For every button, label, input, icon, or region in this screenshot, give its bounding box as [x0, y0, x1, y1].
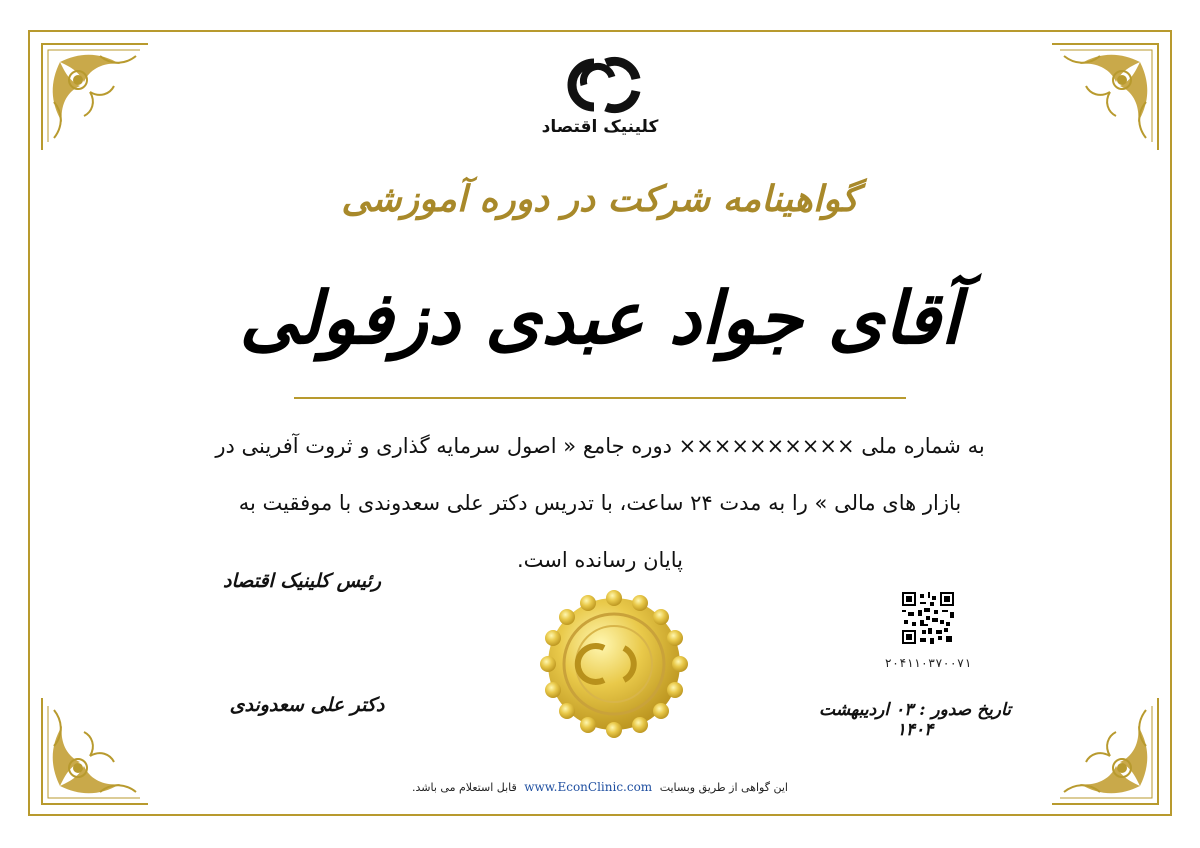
qr-code-icon[interactable]: [902, 592, 954, 644]
signatory-role: رئیس کلینیک اقتصاد: [222, 570, 381, 592]
footer-note: [0, 780, 1200, 794]
gold-seal-icon: [538, 588, 690, 740]
brand-name: کلینیک اقتصاد: [541, 117, 659, 137]
certificate-body: [180, 418, 1020, 589]
certificate-code: ۲۰۴۱۱۰۳۷۰۰۷۱: [884, 656, 972, 670]
signatory-name: دکتر علی سعدوندی: [229, 694, 385, 716]
issue-date: تاریخ صدور : ۰۳ اردیبهشت ۱۴۰۴: [819, 700, 1011, 740]
econ-clinic-logo-icon: [558, 55, 642, 115]
body-line-2: بازار های مالی » را به مدت ۲۴ ساعت، با تدریس دکتر علی سعدوندی با موفقیت به: [238, 491, 962, 515]
recipient-name: آقای جواد عبدی دزفولی: [239, 275, 961, 360]
name-underline: [294, 397, 906, 399]
footer-suffix: قابل استعلام می باشد.: [412, 781, 517, 794]
body-line-1: به شماره ملی ×××××××××× دوره جامع « اصول سرمایه گذاری و ثروت آفرینی در: [215, 434, 985, 458]
website-link[interactable]: www.EconClinic.com: [524, 780, 653, 794]
certificate-title: گواهینامه شرکت در دوره آموزشی: [341, 178, 859, 220]
corner-ornament-top-right: [1050, 42, 1160, 152]
footer-prefix: این گواهی از طریق وبسایت: [659, 781, 788, 794]
body-line-3: پایان رسانده است.: [517, 548, 683, 572]
corner-ornament-top-left: [40, 42, 150, 152]
brand-logo: [540, 55, 660, 137]
